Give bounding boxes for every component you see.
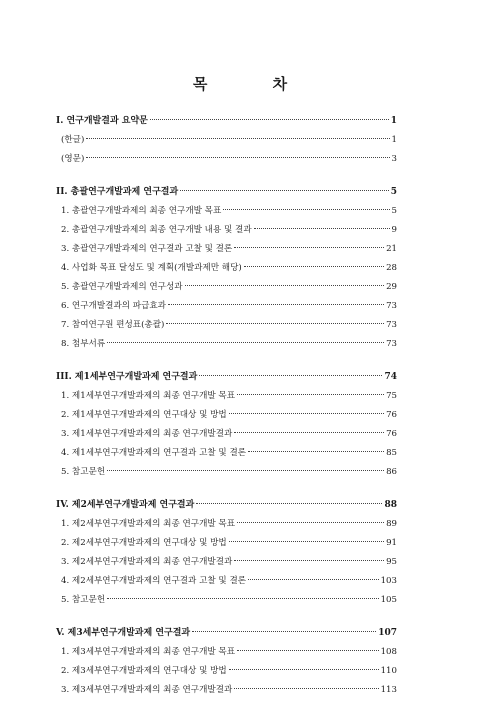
dot-leader [196,503,382,504]
toc-section [56,183,397,354]
toc-entry-page-number: 105 [380,595,397,605]
toc-entry-label: 1. 제2세부연구개발과제의 최종 연구개발 목표 [61,519,236,529]
toc-entry[interactable] [56,406,397,425]
toc-entry-page-number: 108 [380,647,397,657]
toc-entry-label: 3. 제3세부연구개발과제의 최종 연구개발결과 [61,685,233,695]
toc-entry-page-number: 29 [386,282,397,292]
dot-leader [150,119,389,120]
dot-leader [248,451,384,452]
toc-entry[interactable] [56,591,397,610]
toc-entry[interactable] [56,681,397,700]
toc-entry[interactable] [56,131,397,150]
toc-entry[interactable] [56,444,397,463]
toc-entry-label: 5. 참고문헌 [61,595,106,605]
toc-entry-label: 1. 제1세부연구개발과제의 최종 연구개발 목표 [61,391,236,401]
toc-section-heading[interactable] [56,496,397,515]
toc-section-heading[interactable] [56,368,397,387]
toc-entry-label: 1. 제3세부연구개발과제의 최종 연구개발 목표 [61,647,236,657]
toc-entry-label: 1. 총괄연구개발과제의 최종 연구개발 목표 [61,206,222,216]
toc-entry[interactable] [56,643,397,662]
toc-entry-label: 2. 총괄연구개발과제의 최종 연구개발 내용 및 결과 [61,225,252,235]
toc-entry-label: 4. 사업화 목표 달성도 및 계획(개발과제만 해당) [61,263,242,273]
toc-entry[interactable] [56,259,397,278]
toc-entry-page-number: 9 [391,225,397,235]
toc-entry-page-number: 89 [386,519,397,529]
dot-leader [223,209,389,210]
toc-section-heading-label: II. 총괄연구개발과제 연구결과 [56,187,179,197]
toc-entry-page-number: 73 [386,320,397,330]
toc-entry-label: 4. 제2세부연구개발과제의 연구결과 고찰 및 결론 [61,576,247,586]
dot-leader [234,247,384,248]
dot-leader [244,266,384,267]
toc-entry-label: 8. 첨부서류 [61,339,106,349]
dot-leader [185,285,384,286]
toc-entry-page-number: 76 [386,410,397,420]
dot-leader [248,579,379,580]
toc-entry-page-number: 73 [386,339,397,349]
toc-entry-label: 3. 제1세부연구개발과제의 최종 연구개발결과 [61,429,233,439]
toc-entry[interactable] [56,335,397,354]
toc-entry[interactable] [56,202,397,221]
toc-section [56,624,397,700]
toc-entry[interactable] [56,240,397,259]
toc-entry-page-number: 3 [391,154,397,164]
toc-entry[interactable] [56,425,397,444]
dot-leader [180,190,389,191]
toc-section-heading[interactable] [56,624,397,643]
dot-leader [168,304,384,305]
toc-entry-page-number: 5 [391,206,397,216]
toc-entry[interactable] [56,387,397,406]
dot-leader [234,432,384,433]
toc-entry-label: 7. 참여연구원 편성표(총괄) [61,320,165,330]
toc-entry-page-number: 75 [386,391,397,401]
toc-section-heading-page-number: 107 [378,628,397,638]
dot-leader [229,669,379,670]
toc-section-heading-page-number: 88 [384,500,397,510]
toc-section-heading-label: IV. 제2세부연구개발과제 연구결과 [56,500,195,510]
toc-entry[interactable] [56,515,397,534]
toc-entry-page-number: 110 [380,666,397,676]
toc-section-heading-label: I. 연구개발결과 요약문 [56,116,148,126]
dot-leader [237,650,379,651]
toc-section-heading-page-number: 5 [390,187,397,197]
toc-entry-page-number: 85 [386,448,397,458]
toc-entry-page-number: 21 [386,244,397,254]
toc-entry-label: 2. 제1세부연구개발과제의 연구대상 및 방법 [61,410,227,420]
toc-section [56,368,397,482]
toc-section [56,496,397,610]
toc-entry-label: 2. 제3세부연구개발과제의 연구대상 및 방법 [61,666,227,676]
toc-entry-page-number: 113 [380,685,397,695]
toc-entry[interactable] [56,463,397,482]
toc-section-heading[interactable] [56,183,397,202]
toc-section-heading-page-number: 74 [384,372,397,382]
toc-entry-page-number: 1 [391,135,397,145]
dot-leader [86,138,389,139]
toc-section-heading[interactable] [56,112,397,131]
toc-entry-label: 3. 제2세부연구개발과제의 최종 연구개발결과 [61,557,233,567]
toc-entry-label: 4. 제1세부연구개발과제의 연구결과 고찰 및 결론 [61,448,247,458]
dot-leader [234,688,378,689]
toc-entry[interactable] [56,572,397,591]
toc-entry-label: 5. 참고문헌 [61,467,106,477]
toc-entry-label: 6. 연구개발결과의 파급효과 [61,301,166,311]
toc-entry[interactable] [56,297,397,316]
toc-section-heading-label: III. 제1세부연구개발과제 연구결과 [56,372,198,382]
dot-leader [107,342,384,343]
toc-section [56,112,397,169]
dot-leader [86,157,389,158]
dot-leader [237,394,384,395]
toc-section-heading-label: V. 제3세부연구개발과제 연구결과 [56,628,191,638]
toc-entry-page-number: 95 [386,557,397,567]
dot-leader [229,541,384,542]
toc-entry-label: (한글) [61,135,85,145]
toc-entry-page-number: 73 [386,301,397,311]
dot-leader [107,470,384,471]
table-of-contents [56,112,397,714]
toc-entry-label: 3. 총괄연구개발과제의 연구결과 고찰 및 결론 [61,244,233,254]
toc-entry-page-number: 28 [386,263,397,273]
dot-leader [166,323,384,324]
toc-entry[interactable] [56,221,397,240]
dot-leader [192,631,376,632]
toc-entry[interactable] [56,278,397,297]
toc-entry-label: 5. 총괄연구개발과제의 연구성과 [61,282,183,292]
toc-section-heading-page-number: 1 [390,116,397,126]
toc-entry-page-number: 103 [380,576,397,586]
dot-leader [237,522,384,523]
toc-entry-page-number: 91 [386,538,397,548]
toc-entry[interactable] [56,534,397,553]
dot-leader [234,560,384,561]
toc-entry[interactable] [56,316,397,335]
dot-leader [107,598,378,599]
dot-leader [199,375,382,376]
page-title: 목 차 [192,75,318,93]
toc-entry[interactable] [56,553,397,572]
toc-entry-page-number: 86 [386,467,397,477]
toc-entry-label: (영문) [61,154,85,164]
toc-entry[interactable] [56,150,397,169]
toc-entry-label: 2. 제2세부연구개발과제의 연구대상 및 방법 [61,538,227,548]
dot-leader [254,228,390,229]
toc-entry[interactable] [56,662,397,681]
toc-entry-page-number: 76 [386,429,397,439]
dot-leader [229,413,384,414]
